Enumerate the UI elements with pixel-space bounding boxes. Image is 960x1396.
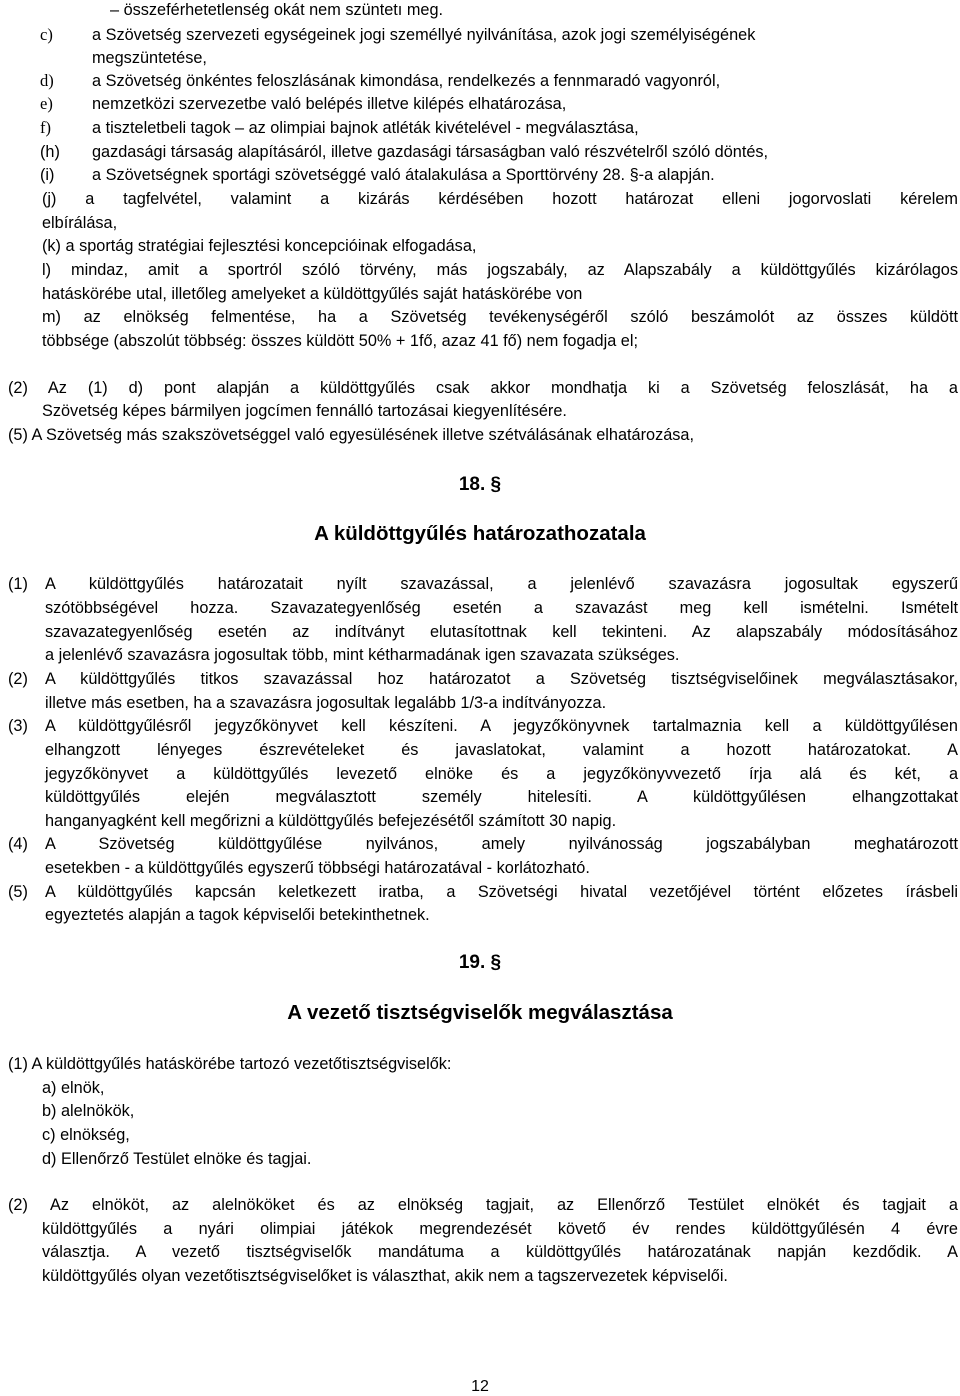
list-marker: e) bbox=[40, 94, 53, 113]
s19-list-item: c) elnökség, bbox=[42, 1126, 130, 1144]
list-item-m-cont: többsége (abszolút többség: összes küldött 50% + 1fő, azaz 41 fő) nem fogadja el; bbox=[42, 332, 638, 350]
s18-line: elhangzott lényeges észrevételeket és javaslatokat, valamint a hozott határozatokat. A bbox=[45, 741, 958, 759]
s19-line: küldöttgyűlés olyan vezetőtisztségviselőket is választhat, akik nem a tagszervezetek képviselői. bbox=[42, 1267, 728, 1285]
s18-line: illetve más esetben, ha a szavazásra jogosultak legalább 1/3-a indítványozza. bbox=[45, 694, 607, 712]
s19-list-item: d) Ellenőrző Testület elnöke és tagjai. bbox=[42, 1150, 312, 1168]
section-number-19: 19. § bbox=[458, 952, 502, 973]
page-number: 12 bbox=[471, 1378, 489, 1395]
section-title-18: A küldöttgyűlés határozathozatala bbox=[314, 522, 646, 545]
section-number-18: 18. § bbox=[458, 474, 502, 495]
s18-line: egyeztetés alapján a tagok képviselői betekinthetnek. bbox=[45, 906, 430, 924]
list-item-e: nemzetközi szervezetbe való belépés illetve kilépés elhatározása, bbox=[92, 95, 567, 113]
paragraph-2: (2) Az (1) d) pont alapján a küldöttgyűlés csak akkor mondhatja ki a Szövetség feloszlását, ha a bbox=[8, 379, 958, 397]
s18-line: A küldöttgyűlés kapcsán keletkezett iratba, a Szövetségi hivatal vezetőjével történt előzetes írásbeli bbox=[45, 883, 958, 901]
s19-line: küldöttgyűlés a nyári olimpiai játékok megrendezését követő év rendes küldöttgyűlésén 4 évre bbox=[42, 1220, 958, 1238]
s19-line: (2) Az elnököt, az alelnököket és az elnökség tagjait, az Ellenőrző Testület elnökét és tagjait a bbox=[8, 1196, 958, 1214]
s19-list-item: b) alelnökök, bbox=[42, 1102, 135, 1120]
s18-line: A Szövetség küldöttgyűlése nyilvános, amely nyilvánosság jogszabályban meghatározott bbox=[45, 835, 958, 853]
paragraph-marker: (5) bbox=[8, 883, 28, 901]
list-item-m: m) az elnökség felmentése, ha a Szövetség tevékenységéről szóló beszámolót az összes küldött bbox=[42, 308, 958, 326]
s18-line: A küldöttgyűlés titkos szavazással hoz határozatot a Szövetség tisztségviselőinek megválasztásakor, bbox=[45, 670, 958, 688]
list-item-h: gazdasági társaság alapításáról, illetve gazdasági társaságban való részvételről szóló döntés, bbox=[92, 143, 769, 161]
s18-line: a jelenlévő szavazásra jogosultak több, mint kétharmadának igen szavazata szükséges. bbox=[45, 646, 680, 664]
list-item-c-cont: megszüntetése, bbox=[92, 49, 207, 67]
list-item-j-cont: elbírálása, bbox=[42, 214, 118, 232]
s18-line: szótöbbségével hozza. Szavazategyenlőség esetén a szavazást meg kell ismételni. Ismételt bbox=[45, 599, 958, 617]
s19-line: választja. A vezető tisztségviselők mandátuma a küldöttgyűlés határozatának napján kezdődik. A bbox=[42, 1243, 958, 1261]
list-marker: (i) bbox=[40, 166, 55, 184]
list-item-l: l) mindaz, amit a sportról szóló törvény, más jogszabály, az Alapszabály a küldöttgyűlés kizárólagos bbox=[42, 261, 958, 279]
s18-line: esetekben - a küldöttgyűlés egyszerű többségi határozatával - korlátozható. bbox=[45, 859, 590, 877]
list-marker: f) bbox=[40, 118, 51, 137]
list-item-j: (j) a tagfelvétel, valamint a kizárás kérdésében hozott határozat elleni jogorvoslati kérelem bbox=[42, 190, 958, 208]
paragraph-marker: (4) bbox=[8, 835, 28, 853]
s19-list-item: a) elnök, bbox=[42, 1079, 105, 1097]
list-item-i: a Szövetségnek sportági szövetséggé való átalakulása a Sporttörvény 28. §-a alapján. bbox=[92, 166, 715, 184]
s18-line: A küldöttgyűlésről jegyzőkönyvet kell készíteni. A jegyzőkönyvnek tartalmaznia kell a küldöttgyűlésen bbox=[45, 717, 958, 735]
paragraph-2-cont: Szövetség képes bármilyen jogcímen fennálló tartozásai kiegyenlítésére. bbox=[42, 402, 567, 420]
list-item-c: a Szövetség szervezeti egységeinek jogi személlyé nyilvánítása, azok jogi személyiségének bbox=[92, 26, 756, 44]
paragraph-marker: (2) bbox=[8, 670, 28, 688]
s18-line: küldöttgyűlés elején megválasztott személy hitelesíti. A küldöttgyűlésen elhangzottakat bbox=[45, 788, 958, 806]
section-title-19: A vezető tisztségviselők megválasztása bbox=[287, 1001, 673, 1024]
s18-line: szavazategyenlőség esetén az indítványt elutasítottnak kell tekinteni. Az alapszabály módosításához bbox=[45, 623, 958, 641]
s18-line: jegyzőkönyvet a küldöttgyűlés levezető elnöke és a jegyzőkönyvvezető írja alá és két, a bbox=[45, 765, 958, 783]
list-marker: (h) bbox=[40, 143, 60, 161]
list-item-l-cont: hatáskörébe utal, illetőleg amelyeket a küldöttgyűlés saját hatáskörébe von bbox=[42, 285, 583, 303]
list-item-f: a tiszteletbeli tagok – az olimpiai bajnok atléták kivételével - megválasztása, bbox=[92, 119, 639, 137]
paragraph-marker: (1) bbox=[8, 575, 28, 593]
list-item-d: a Szövetség önkéntes feloszlásának kimondása, rendelkezés a fennmaradó vagyonról, bbox=[92, 72, 721, 90]
s18-line: A küldöttgyűlés határozatait nyílt szavazással, a jelenlévő szavazásra jogosultak egyszerű bbox=[45, 575, 958, 593]
list-item-continuation: – összeférhetetlenség okát nem szüntetı meg. bbox=[110, 1, 444, 19]
s18-line: hanganyagként kell megőrizni a küldöttgyűlés befejezésétől számított 30 napig. bbox=[45, 812, 617, 830]
list-item-k: (k) a sportág stratégiai fejlesztési koncepcióinak elfogadása, bbox=[42, 237, 477, 255]
paragraph-marker: (3) bbox=[8, 717, 28, 735]
s19-line: (1) A küldöttgyűlés hatáskörébe tartozó vezetőtisztségviselők: bbox=[8, 1055, 452, 1073]
paragraph-5: (5) A Szövetség más szakszövetséggel való egyesülésének illetve szétválásának elhatározása, bbox=[8, 426, 694, 444]
list-marker: c) bbox=[40, 25, 53, 44]
list-marker: d) bbox=[40, 71, 54, 90]
